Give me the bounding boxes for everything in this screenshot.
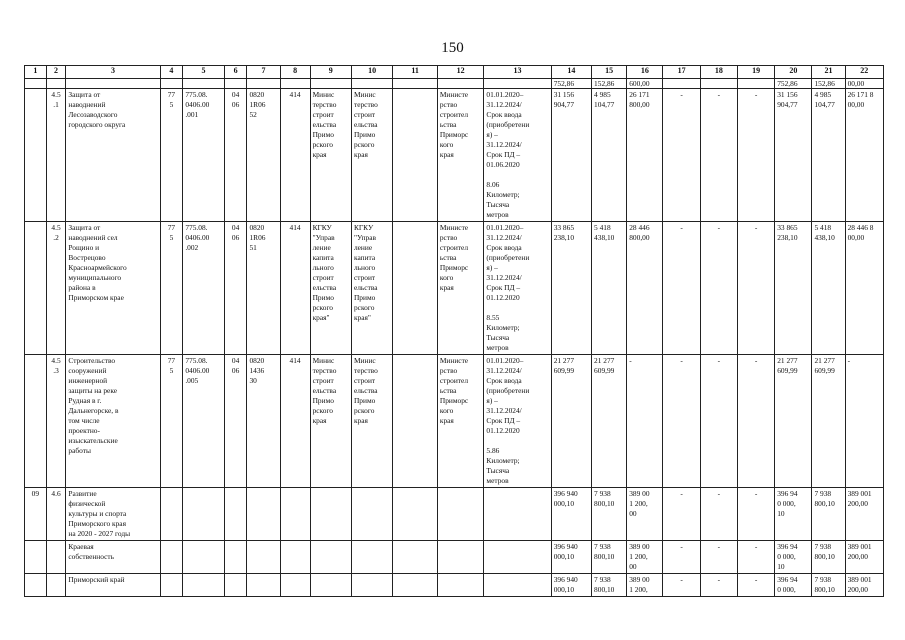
table-cell [280,79,310,89]
table-cell: 396 940 000,10 [551,541,591,574]
table-cell: 01.01.2020– 31.12.2024/ Срок ввода (приобретени я) – 31.12.2024/ Срок ПД – 01.06.2020 8.06 Километр; Тысяча метров [484,89,551,222]
table-cell: 389 001 200,00 [845,574,883,597]
table-cell: КГКУ "Управ ление капита льного строит ельства Примо рского края" [351,222,392,355]
table-cell: - [737,89,774,222]
table-row [25,89,884,222]
table-cell [224,79,247,89]
table-cell: 396 940 000,10 [551,488,591,541]
table-cell [25,574,47,597]
table-cell [437,574,484,597]
table-cell [25,89,47,222]
table-cell: 26 171 800,00 [627,89,663,222]
table-cell [393,222,438,355]
table-cell [247,488,280,541]
table-cell [663,79,700,89]
table-cell: Строительство сооружений инженерной защиты на реке Рудная в г. Дальнегорске, в том числе проектно- изыскательские работы [66,355,160,488]
table-cell: 15 [592,66,627,79]
table-cell [46,541,66,574]
table-cell [351,574,392,597]
table-cell: 7 938 800,10 [812,488,845,541]
column-header-row [25,66,884,79]
table-cell: 0820 1R06 51 [247,222,280,355]
table-cell: 14 [551,66,591,79]
table-cell: 01.01.2020– 31.12.2024/ Срок ввода (приобретени я) – 31.12.2024/ Срок ПД – 01.12.2020 5.86 Километр; Тысяча метров [484,355,551,488]
table-cell: Минис терство строит ельства Примо рского края [310,89,351,222]
table-cell: Минис терство строит ельства Примо рского края [351,89,392,222]
table-cell: 21 277 609,99 [812,355,845,488]
table-cell: 33 865 238,10 [775,222,812,355]
table-cell [183,541,224,574]
table-cell: 775.08. 0406.00 .001 [183,89,224,222]
table-cell: Защита от наводнений Лесозаводского городского округа [66,89,160,222]
table-cell [351,488,392,541]
table-cell: 7 [247,66,280,79]
table-cell: 1 [25,66,47,79]
table-cell: 4.5 .2 [46,222,66,355]
table-cell: 2 [46,66,66,79]
table-cell: 18 [700,66,737,79]
table-cell [393,355,438,488]
table-cell: - [663,541,700,574]
table-cell [351,79,392,89]
table-cell [46,79,66,89]
table-cell: 4 [160,66,183,79]
table-cell: 77 5 [160,355,183,488]
table-cell [224,541,247,574]
table-cell: Минис терство строит ельства Примо рского края [310,355,351,488]
table-cell: 8 [280,66,310,79]
table-cell [247,79,280,89]
table-cell [183,574,224,597]
table-cell: 389 00 1 200, 00 [627,488,663,541]
table-cell [224,574,247,597]
table-cell: 7 938 800,10 [812,541,845,574]
table-cell [25,79,47,89]
page-number: 150 [441,40,464,56]
table-cell: 10 [351,66,392,79]
table-cell: Министе рство строител ьства Приморс кого края [437,222,484,355]
table-cell: 5 418 438,10 [812,222,845,355]
table-cell [437,488,484,541]
table-cell: 00,00 [845,79,883,89]
table-cell: 31 156 904,77 [775,89,812,222]
table-cell: 7 938 800,10 [592,541,627,574]
table-cell: 389 001 200,00 [845,488,883,541]
table-cell: - [700,541,737,574]
table-cell [484,488,551,541]
table-cell: 16 [627,66,663,79]
table-cell: 396 94 0 000, [775,574,812,597]
table-body [25,66,884,597]
table-cell: 6 [224,66,247,79]
table-cell: - [737,541,774,574]
table-cell: Развитие физической культуры и спорта Приморского края на 2020 - 2027 годы [66,488,160,541]
table-cell: 22 [845,66,883,79]
table-cell: 04 06 [224,222,247,355]
table-cell: - [737,355,774,488]
table-cell [224,488,247,541]
table-cell: 752,86 [775,79,812,89]
table-cell: 3 [66,66,160,79]
table-cell: 21 277 609,99 [551,355,591,488]
table-cell: 7 938 800,10 [592,574,627,597]
table-cell: 0820 1436 30 [247,355,280,488]
table-cell: - [737,488,774,541]
table-cell [437,79,484,89]
table-cell: 20 [775,66,812,79]
table-cell [351,541,392,574]
table-cell: Приморский край [66,574,160,597]
table-cell [484,541,551,574]
table-cell: 4 985 104,77 [812,89,845,222]
table-cell: 7 938 800,10 [812,574,845,597]
table-cell: 01.01.2020– 31.12.2024/ Срок ввода (приобретени я) – 31.12.2024/ Срок ПД – 01.12.2020 8.55 Километр; Тысяча метров [484,222,551,355]
table-cell: 5 418 438,10 [592,222,627,355]
table-cell: 7 938 800,10 [592,488,627,541]
table-cell [25,541,47,574]
table-cell: 396 94 0 000, 10 [775,541,812,574]
table-cell: Защита от наводнений сел Рощино и Вострецово Красноармейского муниципального района в Приморском крае [66,222,160,355]
table-cell: 5 [183,66,224,79]
table-cell: 414 [280,222,310,355]
table-cell: 152,86 [812,79,845,89]
table-cell: 19 [737,66,774,79]
table-cell [737,79,774,89]
table-cell: 26 171 8 00,00 [845,89,883,222]
table-cell: - [700,89,737,222]
table-cell: 0820 1R06 52 [247,89,280,222]
table-cell: - [663,355,700,488]
table-cell: - [627,355,663,488]
table-cell: - [663,89,700,222]
table-cell: - [663,488,700,541]
table-cell: - [700,574,737,597]
table-cell [160,488,183,541]
table-cell [280,488,310,541]
table-cell [393,488,438,541]
table-cell: 12 [437,66,484,79]
table-cell: 11 [393,66,438,79]
table-cell: - [700,222,737,355]
table-cell: 4.5 .1 [46,89,66,222]
table-cell: 31 156 904,77 [551,89,591,222]
table-cell [247,541,280,574]
table-cell: 396 940 000,10 [551,574,591,597]
table-cell: Министе рство строител ьства Приморс кого края [437,89,484,222]
table-cell: 4.5 .3 [46,355,66,488]
table-cell: - [737,574,774,597]
table-cell [310,541,351,574]
table-cell [310,574,351,597]
table-cell: 775.08. 0406.00 .002 [183,222,224,355]
table-cell [160,79,183,89]
continuation-row [25,79,884,89]
table-cell: 414 [280,89,310,222]
table-cell: - [663,574,700,597]
table-cell: 4.6 [46,488,66,541]
table-cell [393,79,438,89]
table-cell: Министе рство строител ьства Приморс кого края [437,355,484,488]
table-cell [280,541,310,574]
table-cell: 152,86 [592,79,627,89]
table-cell [393,574,438,597]
table-cell [183,488,224,541]
table-cell [310,488,351,541]
table-cell [160,541,183,574]
table-cell: - [737,222,774,355]
table-cell: - [663,222,700,355]
table-cell [160,574,183,597]
table-cell: 600,00 [627,79,663,89]
table-cell: 21 277 609,99 [775,355,812,488]
table-cell: 396 94 0 000, 10 [775,488,812,541]
table-cell: 13 [484,66,551,79]
table-cell [310,79,351,89]
table-cell: 21 [812,66,845,79]
table-cell [700,79,737,89]
table-cell [183,79,224,89]
budget-table [24,65,884,597]
table-cell [484,79,551,89]
table-row [25,222,884,355]
table-cell [484,574,551,597]
table-cell: 775.08. 0406.00 .005 [183,355,224,488]
table-cell: 21 277 609,99 [592,355,627,488]
table-cell: 414 [280,355,310,488]
table-cell: КГКУ "Управ ление капита льного строит ельства Примо рского края" [310,222,351,355]
table-cell: 389 00 1 200, 00 [627,541,663,574]
table-cell: 77 5 [160,222,183,355]
table-cell: - [700,355,737,488]
table-cell: Краевая собственность [66,541,160,574]
table-cell [393,541,438,574]
table-cell: 28 446 800,00 [627,222,663,355]
table-cell [393,89,438,222]
table-cell: - [845,355,883,488]
table-row [25,355,884,488]
table-cell: 04 06 [224,355,247,488]
table-cell [25,355,47,488]
table-cell: 389 00 1 200, [627,574,663,597]
table-cell [66,79,160,89]
table-cell: - [700,488,737,541]
table-cell: 77 5 [160,89,183,222]
table-row [25,574,884,597]
table-cell [247,574,280,597]
table-cell: 33 865 238,10 [551,222,591,355]
table-row [25,541,884,574]
table-cell [280,574,310,597]
table-cell: 752,86 [551,79,591,89]
table-cell: 389 001 200,00 [845,541,883,574]
table-cell [437,541,484,574]
table-cell: 09 [25,488,47,541]
table-cell: 9 [310,66,351,79]
table-cell: 28 446 8 00,00 [845,222,883,355]
table-row [25,488,884,541]
table-cell: 17 [663,66,700,79]
table-cell: 04 06 [224,89,247,222]
table-cell: 4 985 104,77 [592,89,627,222]
table-cell [25,222,47,355]
table-cell [46,574,66,597]
table-cell: Минис терство строит ельства Примо рского края [351,355,392,488]
